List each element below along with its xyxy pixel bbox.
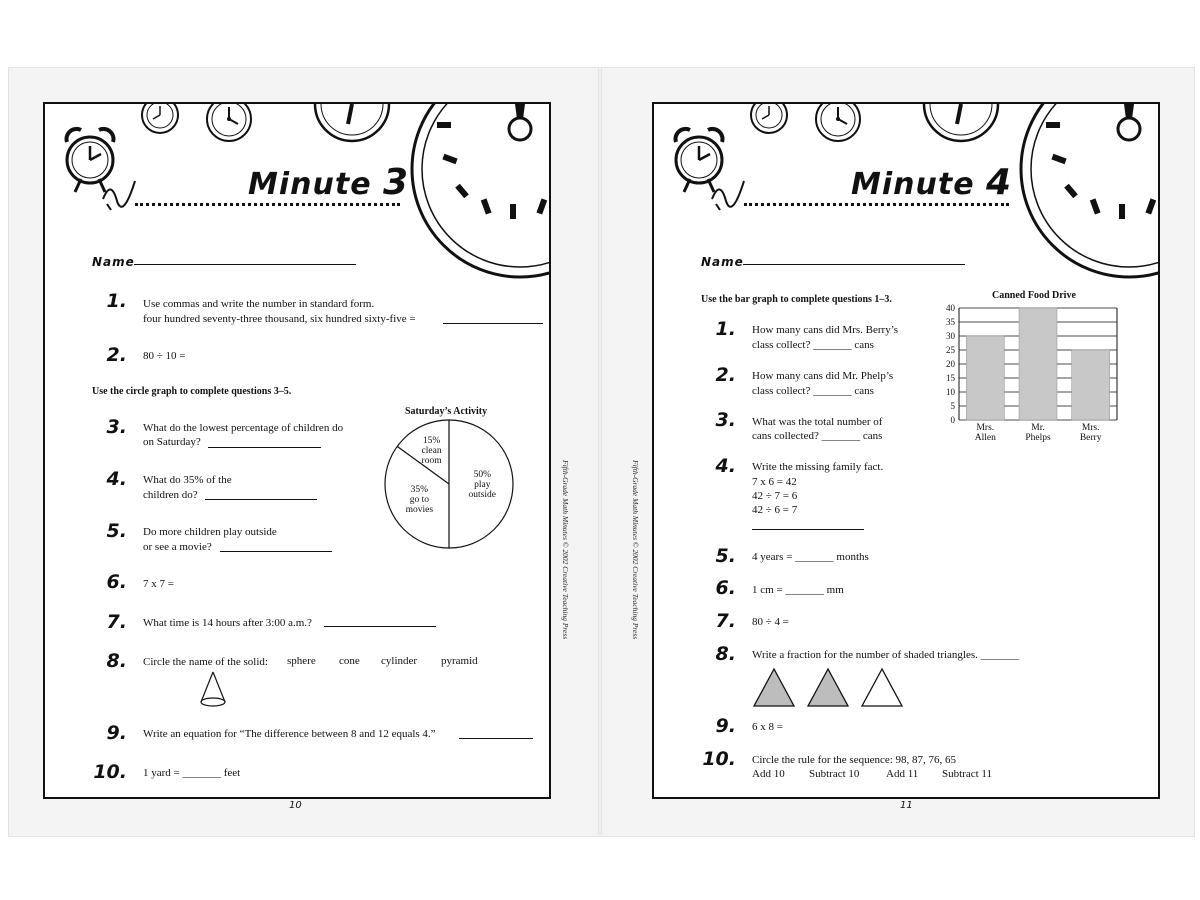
- option-subtract-10[interactable]: Subtract 10: [809, 768, 860, 780]
- cone-icon: [198, 670, 228, 710]
- y-tick-label: 10: [946, 387, 955, 397]
- question-text: Write an equation for “The difference between 8 and 12 equals 4.”: [143, 728, 436, 740]
- title-number: 4: [986, 162, 1013, 203]
- question-text: What do the lowest percentage of children do: [143, 422, 344, 434]
- question-number: 9.: [106, 722, 127, 744]
- bar-chart-title: Canned Food Drive: [992, 290, 1076, 301]
- question-text: Circle the rule for the sequence: 98, 87, 76, 65: [752, 754, 957, 766]
- question-text: or see a movie?: [143, 541, 212, 553]
- question-number: 4.: [715, 455, 736, 477]
- pie-chart-title: Saturday’s Activity: [405, 406, 488, 417]
- option-add-11[interactable]: Add 11: [886, 768, 919, 780]
- pie-slice-label: play: [474, 480, 491, 490]
- question-text: 4 years = _______ months: [752, 551, 869, 563]
- question-text: 1 cm = _______ mm: [752, 584, 844, 596]
- question-text: Use commas and write the number in standard form.: [143, 298, 375, 310]
- question-number: 7.: [715, 610, 736, 632]
- tiny-clock-icon: [751, 104, 787, 133]
- question-number: 3.: [715, 409, 736, 431]
- pie-slice-label: clean: [421, 445, 442, 456]
- option-sphere[interactable]: sphere: [287, 655, 316, 667]
- question-text: What do 35% of the: [143, 474, 232, 486]
- question-number: 6.: [715, 577, 736, 599]
- question-text: 1 yard = _______ feet: [143, 767, 241, 779]
- question-number: 4.: [106, 468, 127, 490]
- instruction-text: Use the bar graph to complete questions 1–3.: [701, 294, 892, 305]
- left-page-frame: [43, 102, 551, 799]
- alarm-clock-icon: [676, 129, 744, 210]
- bar: [1072, 350, 1110, 420]
- y-tick-label: 5: [950, 401, 955, 411]
- page-title: [851, 162, 1012, 203]
- book-gutter: [598, 67, 602, 835]
- answer-line[interactable]: [324, 626, 436, 627]
- pie-slice-label: outside: [468, 490, 497, 500]
- question-text: 7 x 7 =: [143, 578, 174, 590]
- pie-slice-label: movies: [405, 505, 434, 516]
- question-number: 5.: [106, 520, 127, 542]
- bar-chart: [934, 300, 1134, 450]
- y-tick-label: 30: [946, 331, 955, 341]
- shaded-triangle: [808, 669, 848, 706]
- question-number: 5.: [715, 545, 736, 567]
- question-text: How many cans did Mrs. Berry’s: [752, 324, 899, 336]
- option-cone[interactable]: cone: [339, 655, 360, 667]
- answer-line[interactable]: [220, 551, 332, 552]
- medium-clock-icon: [924, 104, 998, 141]
- title-word: Minute: [851, 167, 975, 202]
- question-number: 1.: [106, 290, 127, 312]
- page-number: 11: [900, 800, 913, 811]
- y-tick-label: 20: [946, 359, 955, 369]
- bar: [966, 336, 1004, 420]
- question-text: Do more children play outside: [143, 526, 277, 538]
- answer-line[interactable]: [205, 499, 317, 500]
- question-text: children do?: [143, 489, 198, 501]
- question-text: 42 ÷ 7 = 6: [752, 490, 798, 502]
- large-clock-icon: [1021, 104, 1158, 277]
- x-tick-label: Allen: [974, 433, 996, 443]
- name-label: Name: [92, 255, 135, 269]
- question-number: 3.: [106, 416, 127, 438]
- question-text: class collect? _______ cans: [752, 339, 874, 351]
- pie-slice-label: room: [421, 455, 442, 466]
- large-clock-icon: [412, 104, 549, 277]
- right-page-frame: [652, 102, 1160, 799]
- side-credit: Fifth-Grade Math Minutes © 2002 Creative Teaching Press: [561, 460, 570, 640]
- bar: [1019, 308, 1057, 420]
- small-clock-icon: [207, 104, 251, 141]
- y-tick-label: 15: [946, 373, 955, 383]
- question-number: 8.: [106, 650, 127, 672]
- x-tick-label: Berry: [1079, 433, 1102, 443]
- y-tick-label: 35: [946, 317, 955, 327]
- question-text: 80 ÷ 4 =: [752, 616, 789, 628]
- question-text: on Saturday?: [143, 436, 201, 448]
- question-number: 1.: [715, 318, 736, 340]
- option-pyramid[interactable]: pyramid: [441, 655, 478, 667]
- pie-chart: [379, 414, 519, 554]
- y-tick-label: 25: [946, 345, 955, 355]
- page-title: [248, 162, 409, 203]
- question-number: 7.: [106, 611, 127, 633]
- name-label: Name: [701, 255, 744, 269]
- title-dotted-rule: [744, 203, 1009, 206]
- question-text: class collect? _______ cans: [752, 385, 874, 397]
- option-subtract-11[interactable]: Subtract 11: [942, 768, 992, 780]
- alarm-clock-icon: [67, 129, 135, 210]
- question-text: What was the total number of: [752, 416, 883, 428]
- name-line[interactable]: [134, 264, 356, 265]
- question-text: 80 ÷ 10 =: [143, 350, 186, 362]
- question-text: 6 x 8 =: [752, 721, 783, 733]
- title-number: 3: [383, 162, 410, 203]
- question-number: 9.: [715, 715, 736, 737]
- question-text: four hundred seventy-three thousand, six hundred sixty-five =: [143, 313, 416, 325]
- x-tick-label: Phelps: [1025, 433, 1051, 443]
- question-text: 7 x 6 = 42: [752, 476, 797, 488]
- answer-line[interactable]: [752, 529, 864, 530]
- question-number: 8.: [715, 643, 736, 665]
- answer-line[interactable]: [443, 323, 543, 324]
- answer-line[interactable]: [208, 447, 321, 448]
- answer-line[interactable]: [459, 738, 533, 739]
- question-text: What time is 14 hours after 3:00 a.m.?: [143, 617, 312, 629]
- question-text: Write a fraction for the number of shaded triangles. _______: [752, 649, 1020, 661]
- option-add-10[interactable]: Add 10: [752, 768, 785, 780]
- unshaded-triangle: [862, 669, 902, 706]
- page-number: 10: [289, 800, 302, 811]
- x-tick-label: Mrs.: [976, 423, 995, 433]
- question-number: 2.: [715, 364, 736, 386]
- question-number: 6.: [106, 571, 127, 593]
- x-tick-label: Mr.: [1031, 423, 1045, 433]
- question-number: 2.: [106, 344, 127, 366]
- shaded-triangle: [754, 669, 794, 706]
- question-text: cans collected? _______ cans: [752, 430, 883, 442]
- question-text: Write the missing family fact.: [752, 461, 884, 473]
- pie-slice-label: 35%: [410, 485, 429, 496]
- triangles-figure: [752, 666, 907, 708]
- option-cylinder[interactable]: cylinder: [381, 655, 418, 667]
- instruction-text: Use the circle graph to complete questions 3–5.: [92, 386, 292, 397]
- small-clock-icon: [816, 104, 860, 141]
- pie-slice-label: 15%: [422, 435, 441, 446]
- question-number: 10.: [702, 748, 736, 770]
- question-text: Circle the name of the solid:: [143, 656, 268, 668]
- pie-slice-label: 50%: [473, 470, 491, 480]
- pie-slice-label: go to: [409, 495, 429, 506]
- medium-clock-icon: [315, 104, 389, 141]
- question-text: 42 ÷ 6 = 7: [752, 504, 798, 516]
- y-tick-label: 40: [946, 303, 955, 313]
- side-credit: Fifth-Grade Math Minutes © 2002 Creative Teaching Press: [631, 460, 640, 640]
- tiny-clock-icon: [142, 104, 178, 133]
- name-line[interactable]: [743, 264, 965, 265]
- question-text: How many cans did Mr. Phelp’s: [752, 370, 894, 382]
- title-word: Minute: [248, 167, 372, 202]
- title-dotted-rule: [135, 203, 400, 206]
- x-tick-label: Mrs.: [1081, 423, 1100, 433]
- y-tick-label: 0: [950, 415, 955, 425]
- question-number: 10.: [93, 761, 127, 783]
